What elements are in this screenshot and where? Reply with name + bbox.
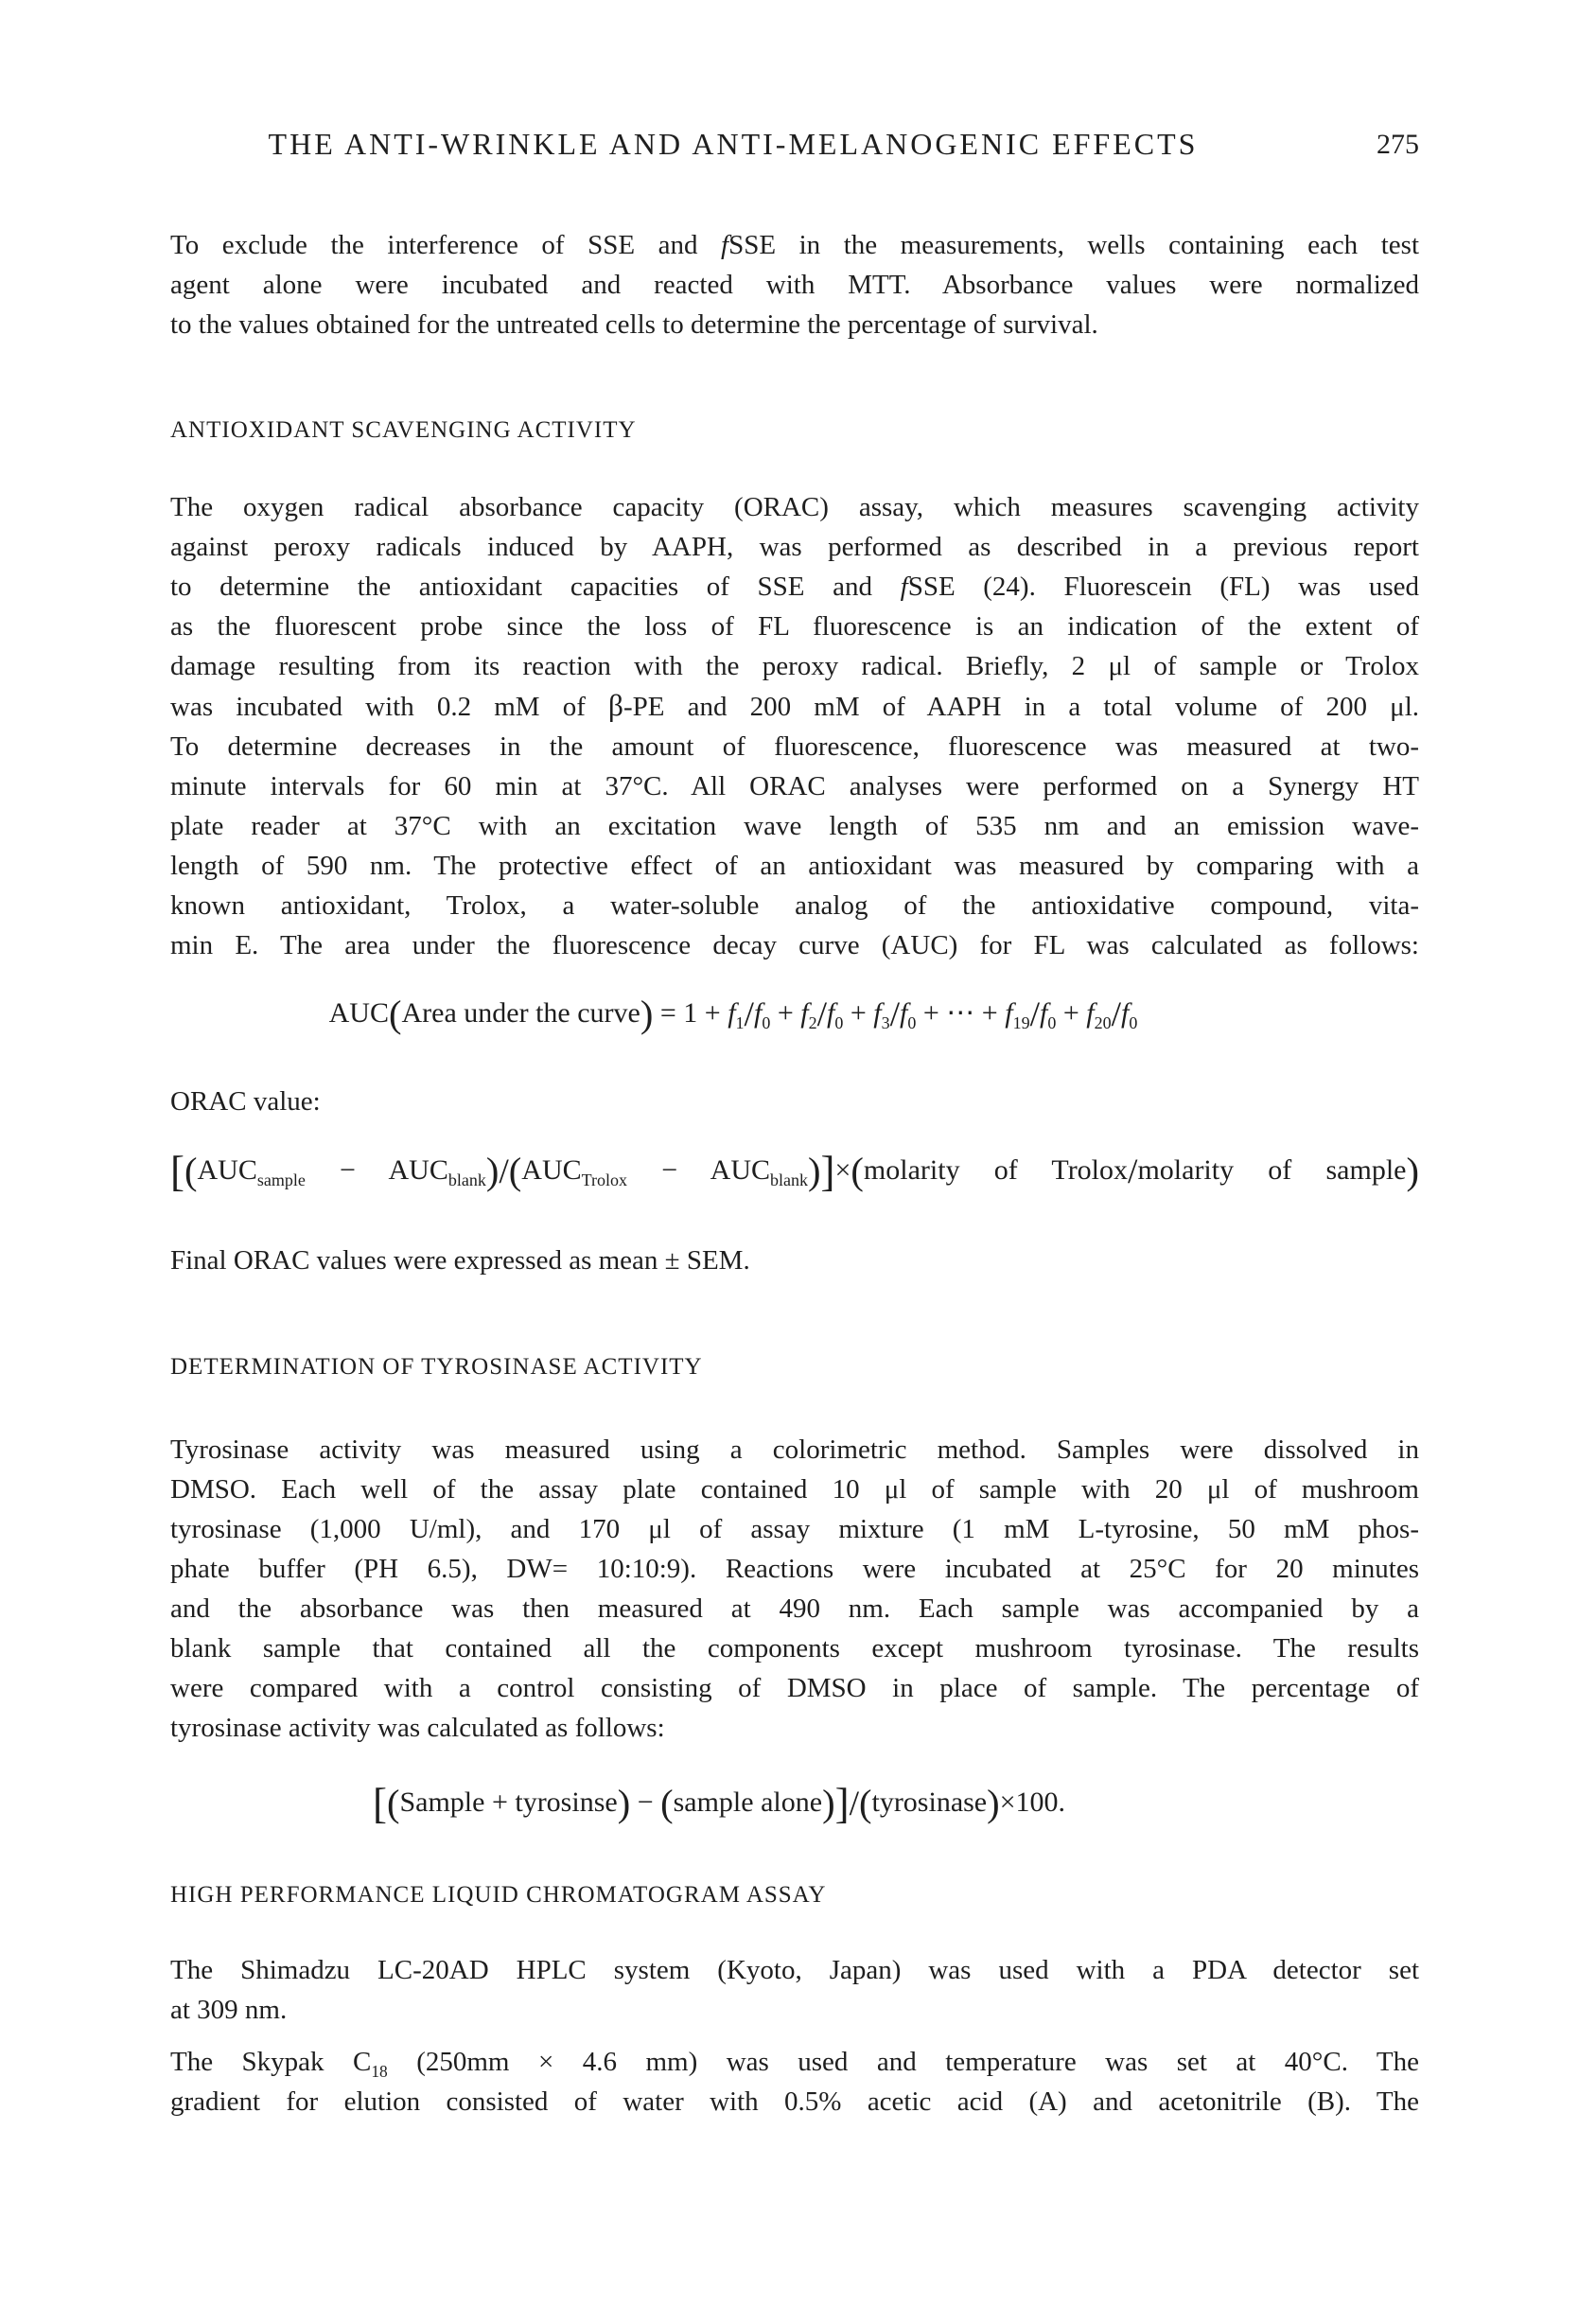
text-column	[170, 0, 1419, 2306]
text-line: against peroxy radicals induced by AAPH, was performed as described in a previous report	[170, 532, 1419, 562]
text-line: plate reader at 37°C with an excitation wave length of 535 nm and an emission wave-	[170, 811, 1419, 841]
text-line: to the values obtained for the untreated cells to determine the percentage of survival.	[170, 309, 1098, 340]
text-line: tyrosinase (1,000 U/ml), and 170 μl of assay mixture (1 mM L-tyrosine, 50 mM phos-	[170, 1514, 1419, 1544]
antioxidant-paragraph	[170, 487, 1419, 965]
text-line: The Shimadzu LC-20AD HPLC system (Kyoto, Japan) was used with a PDA detector set	[170, 1955, 1419, 1985]
text-line: at 309 nm.	[170, 1995, 288, 2025]
text-line: The oxygen radical absorbance capacity (ORAC) assay, which measures scavenging activity	[170, 492, 1419, 522]
running-header	[170, 127, 1419, 170]
section-heading-antioxidant: ANTIOXIDANT SCAVENGING ACTIVITY	[170, 417, 637, 443]
tyrosinase-paragraph	[170, 1430, 1419, 1748]
auc-equation: AUC(Area under the curve) = $1 + f_1/f_0 + f_2/f_0 + f_3/f_0$ + ⋯ + $f_{19}/f_0 + f_{20}/f_0$	[328, 992, 1138, 1035]
section-heading-tyrosinase: DETERMINATION OF TYROSINASE ACTIVITY	[170, 1354, 703, 1380]
orac-value-label: ORAC value:	[170, 1086, 321, 1117]
hplc-paragraph-1	[170, 1950, 1419, 2030]
text-line: to determine the antioxidant capacities of SSE and fSSE (24). Fluorescein (FL) was used	[170, 572, 1419, 602]
intro-paragraph	[170, 225, 1419, 344]
text-line: gradient for elution consisted of water with 0.5% acetic acid (A) and acetonitrile (B). The	[170, 2086, 1419, 2117]
text-line: was incubated with 0.2 mM of β-PE and 200 mM of AAPH in a total volume of 200 μl.	[170, 689, 1419, 722]
text-line: minute intervals for 60 min at 37°C. All ORAC analyses were performed on a Synergy HT	[170, 771, 1419, 801]
page-number: 275	[1377, 129, 1419, 160]
text-line: damage resulting from its reaction with the peroxy radical. Briefly, 2 μl of sample or Trolox	[170, 651, 1419, 681]
text-line: blank sample that contained all the components except mushroom tyrosinase. The results	[170, 1633, 1419, 1663]
text-line: tyrosinase activity was calculated as follows:	[170, 1713, 665, 1743]
text-line: and the absorbance was then measured at 490 nm. Each sample was accompanied by a	[170, 1593, 1419, 1624]
text-line: To exclude the interference of SSE and fSSE in the measurements, wells containing each test	[170, 230, 1419, 260]
hplc-paragraph-2	[170, 2042, 1419, 2121]
section-heading-hplc: HIGH PERFORMANCE LIQUID CHROMATOGRAM ASSAY	[170, 1882, 827, 1908]
text-line: were compared with a control consisting of DMSO in place of sample. The percentage of	[170, 1673, 1419, 1703]
text-line: known antioxidant, Trolox, a water-soluble analog of the antioxidative compound, vita-	[170, 890, 1419, 921]
text-line: as the fluorescent probe since the loss of FL fluorescence is an indication of the extent of	[170, 611, 1419, 642]
text-line: DMSO. Each well of the assay plate contained 10 μl of sample with 20 μl of mushroom	[170, 1474, 1419, 1505]
text-line: min E. The area under the fluorescence decay curve (AUC) for FL was calculated as follows:	[170, 930, 1419, 960]
tyrosinase-equation: [(Sample + tyrosinse) − (sample alone)]/(tyrosinase)×100.	[372, 1779, 1066, 1827]
text-line: length of 590 nm. The protective effect of an antioxidant was measured by comparing with a	[170, 851, 1419, 881]
text-line: agent alone were incubated and reacted with MTT. Absorbance values were normalized	[170, 270, 1419, 300]
text-line: phate buffer (PH 6.5), DW= 10:10:9). Reactions were incubated at 25°C for 20 minutes	[170, 1554, 1419, 1584]
text-line: The Skypak $C_{18}$ (250mm × 4.6 mm) was used and temperature was set at 40°C. The	[170, 2047, 1419, 2081]
running-header-title: THE ANTI-WRINKLE AND ANTI-MELANOGENIC EFFECTS	[268, 127, 1199, 161]
text-line: To determine decreases in the amount of fluorescence, fluorescence was measured at two-	[170, 731, 1419, 762]
text-line: Tyrosinase activity was measured using a colorimetric method. Samples were dissolved in	[170, 1435, 1419, 1465]
orac-sem-line: Final ORAC values were expressed as mean ± SEM.	[170, 1245, 750, 1276]
orac-equation: [$(AUC_{sample} - AUC_{blank})/(AUC_{Trolox}$ − $AUC_{blank})]\times(molarity$ of Trolox/molarity of sample)	[170, 1147, 1419, 1195]
